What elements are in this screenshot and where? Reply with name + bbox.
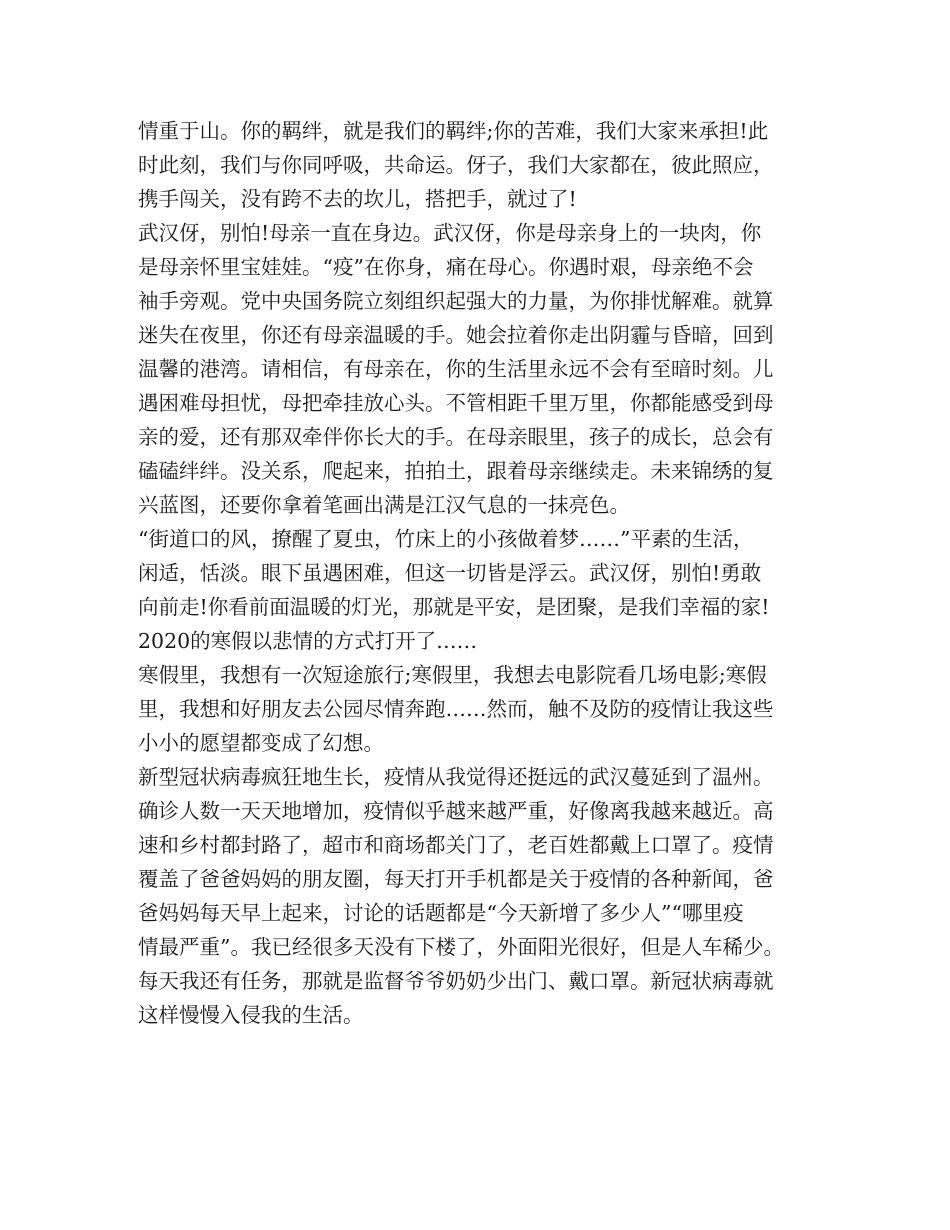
- text-line: 覆盖了爸爸妈妈的朋友圈，每天打开手机都是关于疫情的各种新闻，爸: [138, 867, 774, 891]
- text-line: 小小的愿望都变成了幻想。: [138, 731, 384, 755]
- text-line: 温馨的港湾。请相信，有母亲在，你的生活里永远不会有至暗时刻。儿: [138, 357, 774, 381]
- text-line: 迷失在夜里，你还有母亲温暖的手。她会拉着你走出阴霾与昏暗，回到: [138, 323, 774, 347]
- text-line: 亲的爱，还有那双牵伴你长大的手。在母亲眼里，孩子的成长，总会有: [138, 425, 774, 449]
- text-line: 寒假里，我想有一次短途旅行;寒假里，我想去电影院看几场电影;寒假: [138, 663, 767, 687]
- text-line: 确诊人数一天天地增加，疫情似乎越来越严重，好像离我越来越近。高: [138, 799, 774, 823]
- text-line: 武汉伢，别怕!母亲一直在身边。武汉伢，你是母亲身上的一块肉，你: [138, 221, 762, 245]
- text-line: 兴蓝图，还要你拿着笔画出满是江汉气息的一抹亮色。: [138, 493, 630, 517]
- text-line: 情最严重”。我已经很多天没有下楼了，外面阳光很好，但是人车稀少。: [138, 935, 784, 959]
- text-line: 磕磕绊绊。没关系，爬起来，拍拍土，跟着母亲继续走。未来锦绣的复: [138, 459, 774, 483]
- text-line: 闲适，恬淡。眼下虽遇困难，但这一切皆是浮云。武汉伢，别怕!勇敢: [138, 561, 762, 585]
- text-line: 遇困难母担忧，母把牵挂放心头。不管相距千里万里，你都能感受到母: [138, 391, 774, 415]
- body-text: [138, 114, 818, 1032]
- text-line: 时此刻，我们与你同呼吸，共命运。伢子，我们大家都在，彼此照应，: [138, 153, 774, 177]
- text-line: 袖手旁观。党中央国务院立刻组织起强大的力量，为你排忧解难。就算: [138, 289, 774, 313]
- text-line: 情重于山。你的羁绊，就是我们的羁绊;你的苦难，我们大家来承担!此: [138, 119, 769, 143]
- text-line: 2020的寒假以悲情的方式打开了……: [138, 629, 478, 653]
- text-line: 是母亲怀里宝娃娃。“疫”在你身，痛在母心。你遇时艰，母亲绝不会: [138, 255, 754, 279]
- text-line: 每天我还有任务，那就是监督爷爷奶奶少出门、戴口罩。新冠状病毒就: [138, 969, 774, 993]
- text-line: 携手闯关，没有跨不去的坎儿，搭把手，就过了!: [138, 187, 577, 211]
- text-line: 向前走!你看前面温暖的灯光，那就是平安，是团聚，是我们幸福的家!: [138, 595, 770, 619]
- text-line: 速和乡村都封路了，超市和商场都关门了，老百姓都戴上口罩了。疫情: [138, 833, 774, 857]
- text-line: 里，我想和好朋友去公园尽情奔跑……然而，触不及防的疫情让我这些: [138, 697, 774, 721]
- text-line: 爸妈妈每天早上起来，讨论的话题都是“今天新增了多少人”“哪里疫: [138, 901, 744, 925]
- text-line: “街道口的风，撩醒了夏虫，竹床上的小孩做着梦……”平素的生活，: [138, 527, 754, 551]
- text-line: 这样慢慢入侵我的生活。: [138, 1003, 364, 1027]
- text-line: 新型冠状病毒疯狂地生长，疫情从我觉得还挺远的武汉蔓延到了温州。: [138, 765, 774, 789]
